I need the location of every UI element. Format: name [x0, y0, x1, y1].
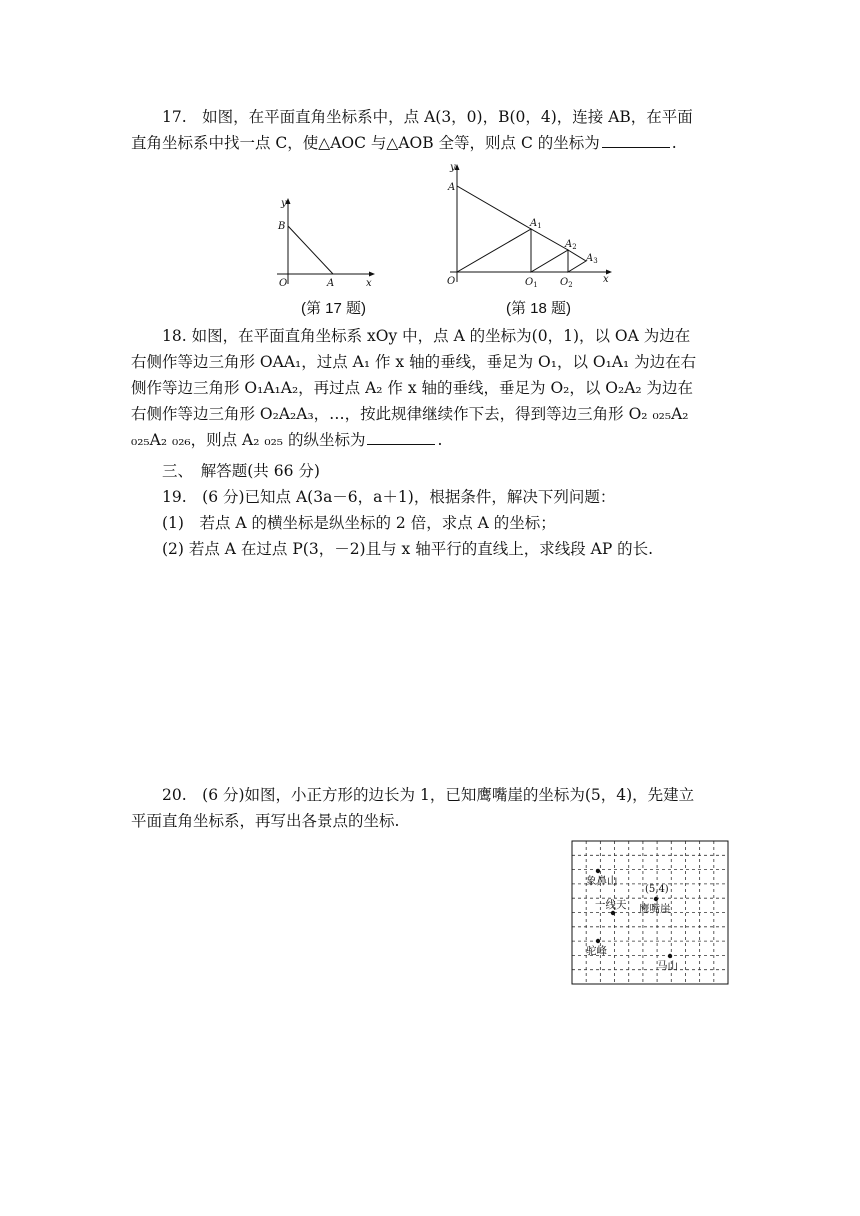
fig18-y-label: y	[450, 162, 456, 173]
figure-17-diagram	[275, 190, 390, 295]
fig18-triangle-oaa1	[457, 186, 531, 272]
fig18-triangle-o2a2a3	[568, 250, 586, 272]
question-19-part-1: (1) 若点 A 的横坐标是纵坐标的 2 倍，求点 A 的坐标；	[162, 514, 556, 532]
point-yingzuiya	[654, 897, 658, 901]
fig18-triangle-o1a1a2	[531, 229, 568, 272]
scenic-map-grid	[570, 840, 730, 986]
section-3-heading	[131, 458, 731, 484]
label-coord: (5,4)	[645, 884, 669, 895]
question-18-line-5-end: .	[437, 431, 443, 449]
fig17-a-label: A	[327, 278, 335, 289]
figure-18-diagram	[440, 158, 620, 293]
point-xiangbishan	[596, 869, 600, 873]
fig18-o2-label: $O_2$	[560, 277, 573, 289]
fig18-o1-label: $O_1$	[525, 277, 538, 289]
point-mashan	[668, 954, 672, 958]
question-20-line-1: 20. (6 分)如图，小正方形的边长为 1，已知鹰嘴崖的坐标为(5，4)，先建立	[162, 786, 695, 804]
question-19	[131, 484, 731, 562]
question-20-line-2: 平面直角坐标系，再写出各景点的坐标.	[131, 812, 400, 830]
figure-17-caption: (第 17 题)	[301, 300, 367, 317]
question-18	[131, 323, 731, 453]
question-18-line-5	[131, 427, 731, 453]
point-yixiantian	[611, 911, 615, 915]
label-mashan: 马山	[657, 960, 678, 972]
answer-blank-17[interactable]	[602, 130, 670, 148]
question-18-line-3: 侧作等边三角形 O₁A₁A₂，再过点 A₂ 作 x 轴的垂线，垂足为 O₂，以 O₂A₂ 为边在	[131, 379, 694, 397]
fig17-o-label: O	[279, 278, 288, 289]
question-17	[131, 104, 731, 156]
question-18-line-1: 18. 如图，在平面直角坐标系 xOy 中，点 A 的坐标为(0，1)，以 OA 为边在	[162, 327, 691, 345]
label-yingzuiya: 鹰嘴崖	[639, 903, 671, 915]
point-tuofeng	[596, 939, 600, 943]
fig18-o-label: O	[447, 276, 456, 287]
label-tuofeng: 驼峰	[586, 945, 607, 957]
fig17-y-label: y	[281, 198, 287, 209]
label-yixiantian: 一线天	[595, 899, 627, 911]
fig18-a2-label: $A_2$	[565, 239, 577, 251]
answer-blank-18[interactable]	[367, 427, 435, 445]
label-xiangbishan: 象鼻山	[586, 875, 618, 887]
section-3-title: 三、 解答题(共 66 分)	[162, 462, 320, 480]
fig18-x-label: x	[603, 274, 609, 285]
question-20	[131, 782, 731, 834]
question-17-line-1: 17. 如图，在平面直角坐标系中，点 A(3，0)，B(0，4)，连接 AB，在平面	[162, 108, 693, 126]
question-18-line-2: 右侧作等边三角形 OAA₁，过点 A₁ 作 x 轴的垂线，垂足为 O₁，以 O₁A₁ 为边在右	[131, 353, 697, 371]
question-18-line-5-text: ₀₂₅A₂ ₀₂₆，则点 A₂ ₀₂₅ 的纵坐标为	[131, 431, 366, 449]
question-18-line-4: 右侧作等边三角形 O₂A₂A₃，…，按此规律继续作下去，得到等边三角形 O₂ ₀₂₅A₂	[131, 405, 689, 423]
question-17-line-2	[131, 130, 731, 156]
fig17-b-label: B	[278, 221, 286, 232]
fig18-a3-label: $A_3$	[586, 253, 598, 265]
fig17-x-label: x	[366, 278, 372, 289]
fig17-segment-ab	[288, 226, 333, 274]
fig18-a1-label: $A_1$	[530, 218, 542, 230]
question-17-line-2-end: .	[671, 134, 677, 152]
question-19-line-1: 19. (6 分)已知点 A(3a－6，a＋1)，根据条件，解决下列问题：	[162, 488, 616, 506]
fig17-x-arrow	[369, 272, 375, 277]
question-17-line-2-text: 直角坐标系中找一点 C，使△AOC 与△AOB 全等，则点 C 的坐标为	[131, 134, 600, 152]
figure-18-caption: (第 18 题)	[506, 300, 572, 317]
fig18-a-label: A	[448, 182, 456, 193]
question-19-part-2: (2) 若点 A 在过点 P(3，－2)且与 x 轴平行的直线上，求线段 AP 的长.	[162, 540, 654, 558]
